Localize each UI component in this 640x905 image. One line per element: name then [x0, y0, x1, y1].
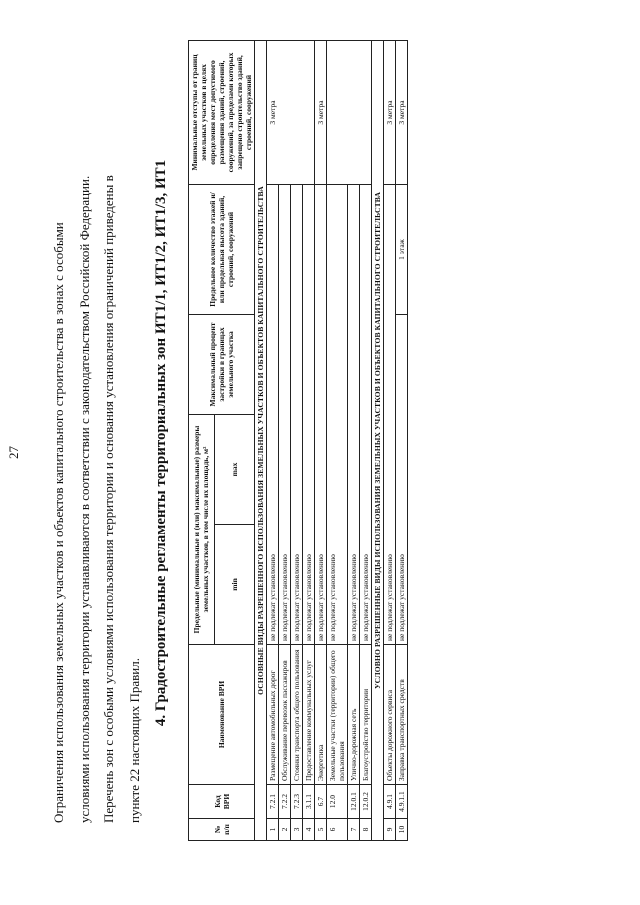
table-row [315, 40, 327, 840]
cell-num: 1 [267, 819, 279, 841]
cell-floors: 1 этаж [396, 184, 408, 314]
cell-num: 8 [360, 819, 372, 841]
cell-params: не подлежат установлению [279, 184, 291, 644]
cell-num: 3 [291, 819, 303, 841]
cell-setback: 3 метра [315, 40, 327, 184]
header-code: Код ВРИ [189, 785, 255, 819]
page-number: 27 [6, 446, 21, 459]
cell-params: не подлежат установлению [384, 184, 396, 644]
section-conditional-uses: УСЛОВНО РАЗРЕШЕННЫЕ ВИДЫ ИСПОЛЬЗОВАНИЯ ЗЕМЕЛЬНЫХ УЧАСТКОВ И ОБЪЕКТОВ КАПИТАЛЬНОГО СТРОИТЕЛЬСТВА [372, 40, 384, 840]
paragraph-line: Ограничения использования земельных участков и объектов капитального строительства в зонах с особыми [51, 222, 66, 823]
cell-num: 6 [327, 819, 348, 841]
header-num: № п/п [189, 819, 255, 841]
paragraph-line: условиями использования территории устанавливаются в соответствии с законодательством Российской Федерации. [77, 175, 92, 823]
paragraph-line: пункте 22 настоящих Правил. [127, 658, 142, 823]
cell-name: Земельные участки (территории) общего пользования [327, 645, 348, 785]
cell-setback: 3 метра [267, 40, 315, 184]
cell-params: не подлежат установлению [360, 184, 372, 644]
header-min: min [214, 525, 254, 645]
cell-name: Предоставление коммунальных услуг [303, 645, 315, 785]
cell-code: 7.2.1 [267, 785, 279, 819]
cell-code: 6.7 [315, 785, 327, 819]
paragraph-line: Перечень зон с особыми условиями использования территории и основания установления ограничений приведены в [101, 175, 116, 823]
table-row [384, 40, 396, 840]
header-size: Предельные (минимальные и (или) максимальные) размеры земельных участков, в том числе их площадь, м² [189, 414, 215, 644]
cell-params: не подлежат установлению [348, 184, 360, 644]
cell-params: не подлежат установлению [315, 184, 327, 644]
section-title: 4. Градостроительные регламенты территориальных зон ИТ1/1, ИТ1/2, ИТ1/3, ИТ1 [153, 159, 169, 727]
restrictions-paragraph [46, 43, 98, 853]
cell-name: Стоянки транспорта общего пользования [291, 645, 303, 785]
cell-code: 12.0.1 [348, 785, 360, 819]
header-max: max [214, 414, 254, 524]
cell-num: 7 [348, 819, 360, 841]
header-floors: Предельное количество этажей и/или предельная высота зданий, строений, сооружений [189, 184, 255, 314]
cell-code: 7.2.3 [291, 785, 303, 819]
cell-code: 4.9.1.1 [396, 785, 408, 819]
header-percent: Максимальный процент застройки в границах земельного участка [189, 314, 255, 414]
cell-code: 3.1.1 [303, 785, 315, 819]
cell-params: не подлежат установлению [303, 184, 315, 644]
table-row [396, 40, 408, 840]
cell-name: Размещение автомобильных дорог [267, 645, 279, 785]
cell-code: 12.0.2 [360, 785, 372, 819]
table-row [267, 40, 279, 840]
cell-code: 12.0 [327, 785, 348, 819]
cell-num: 10 [396, 819, 408, 841]
header-name: Наименование ВРИ [189, 645, 255, 785]
cell-name: Обслуживание перевозок пассажиров [279, 645, 291, 785]
cell-name: Заправка транспортных средств [396, 645, 408, 785]
cell-setback: 3 метра [384, 40, 396, 184]
header-setback: Минимальные отступы от границ земельных участков в целях определения мест допустимого размещения зданий, строений, сооружений, за пределами которых запрещено строительство зданий, строений, сооружений [189, 40, 255, 184]
section-main-uses: ОСНОВНЫЕ ВИДЫ РАЗРЕШЕННОГО ИСПОЛЬЗОВАНИЯ ЗЕМЕЛЬНЫХ УЧАСТКОВ И ОБЪЕКТОВ КАПИТАЛЬНОГО СТРОИТЕЛЬСТВА [255, 40, 267, 840]
cell-name: Объекты дорожного сервиса [384, 645, 396, 785]
cell-num: 4 [303, 819, 315, 841]
cell-name: Улично-дорожная сеть [348, 645, 360, 785]
zones-list-paragraph [96, 43, 148, 853]
cell-code: 4.9.1 [384, 785, 396, 819]
cell-params: не подлежат установлению [291, 184, 303, 644]
cell-num: 5 [315, 819, 327, 841]
cell-name: Благоустройство территории [360, 645, 372, 785]
regulations-table [188, 40, 408, 841]
table-row [327, 40, 348, 840]
cell-num: 2 [279, 819, 291, 841]
cell-params: не подлежат установлению [327, 184, 348, 644]
cell-setback: 3 метра [396, 40, 408, 184]
cell-params: не подлежат установлению [396, 314, 408, 644]
cell-setback-empty [327, 40, 372, 184]
cell-num: 9 [384, 819, 396, 841]
cell-code: 7.2.2 [279, 785, 291, 819]
cell-name: Энергетика [315, 645, 327, 785]
cell-params: не подлежат установлению [267, 184, 279, 644]
